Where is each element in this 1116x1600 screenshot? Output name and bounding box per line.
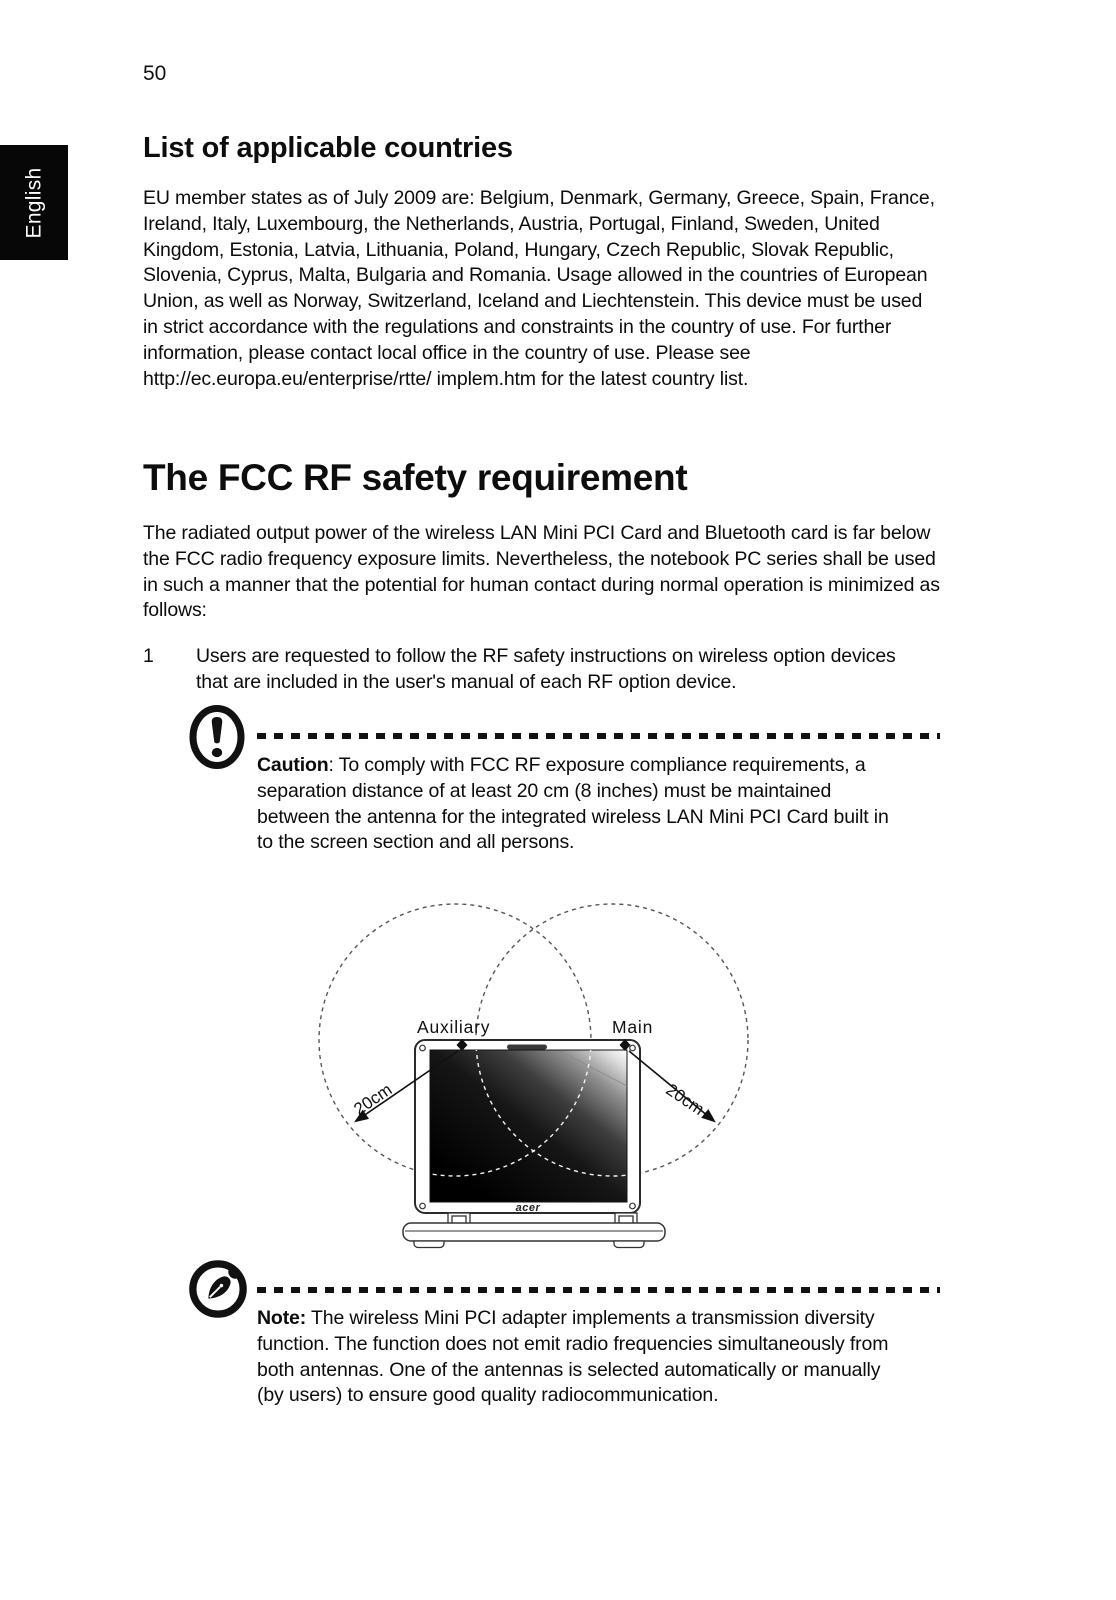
list-item-text: Users are requested to follow the RF safety instructions on wireless option devices that are included in the user's manual of each RF option device. (196, 645, 896, 693)
fcc-rf-paragraph: The radiated output power of the wireless LAN Mini PCI Card and Bluetooth card is far below the FCC radio frequency exposure limits. Nevertheless, the notebook PC series shall be used in such a manner that the potential for human contact during normal operation is minimized as follows: (143, 522, 940, 622)
dotted-separator (257, 733, 940, 739)
language-tab-label: English (22, 167, 46, 238)
paragraph-text: For further information, please contact local office in the country of use. Please see http://ec.europa.eu/enterprise/rtte/ implem.htm for the latest country list. (143, 315, 892, 390)
note-icon (188, 1256, 248, 1327)
auxiliary-antenna-label: Auxiliary (417, 1017, 491, 1037)
caution-body: : To comply with FCC RF exposure compliance requirements, a separation distance of at least 20 cm (8 inches) must be maintained between the antenna for the integrated wireless LAN Mini PCI Card built in to the screen section and all persons. (257, 754, 889, 854)
paragraph-text: EU member states as of July 2009 are: Belgium, Denmark, Germany, Greece, Spain, France, Ireland, Italy, Luxembourg, the Netherlands, Austria, Portugal, Finland, Sweden, United Kingdom, Estonia, Latvia, Lithuania, Poland, Hungary, Czech Republic, Slovak Republic, Slovenia, Cyprus, Malta, Bulgaria and Romania. Usage allowed in the countries of European Union, as well as Norway, Switzerland, Iceland and Liechtenstein. This device must be used in strict accordance with the regulations and constraints in the country of use. (143, 187, 935, 338)
page-number: 50 (143, 62, 167, 85)
section-heading-applicable-countries: List of applicable countries (143, 132, 513, 164)
caution-icon (188, 703, 246, 776)
numbered-list-item (143, 644, 929, 696)
laptop-antenna-diagram (310, 885, 765, 1255)
list-item-number: 1 (143, 645, 154, 667)
left-distance-label: 20cm (350, 1079, 396, 1119)
note-body: The wireless Mini PCI adapter implements a transmission diversity function. The function does not emit radio frequencies simultaneously from both antennas. One of the antennas is selected automatically or manually (by users) to ensure good quality radiocommunication. (257, 1307, 889, 1407)
caution-label: Caution (257, 754, 329, 776)
laptop-illustration (403, 1040, 665, 1248)
main-antenna-label: Main (612, 1017, 654, 1037)
laptop-base (403, 1223, 665, 1241)
laptop-feet (414, 1241, 644, 1248)
note-label: Note: (257, 1307, 307, 1329)
applicable-countries-paragraph (143, 186, 937, 392)
dotted-separator (257, 1287, 940, 1293)
language-tab (0, 145, 68, 260)
note-callout (257, 1306, 899, 1409)
right-distance-label: 20cm (662, 1079, 708, 1119)
caution-callout (257, 753, 907, 856)
brand-logo: acer (515, 1202, 541, 1214)
lid-latch (507, 1045, 547, 1050)
section-heading-fcc-rf: The FCC RF safety requirement (143, 457, 688, 498)
